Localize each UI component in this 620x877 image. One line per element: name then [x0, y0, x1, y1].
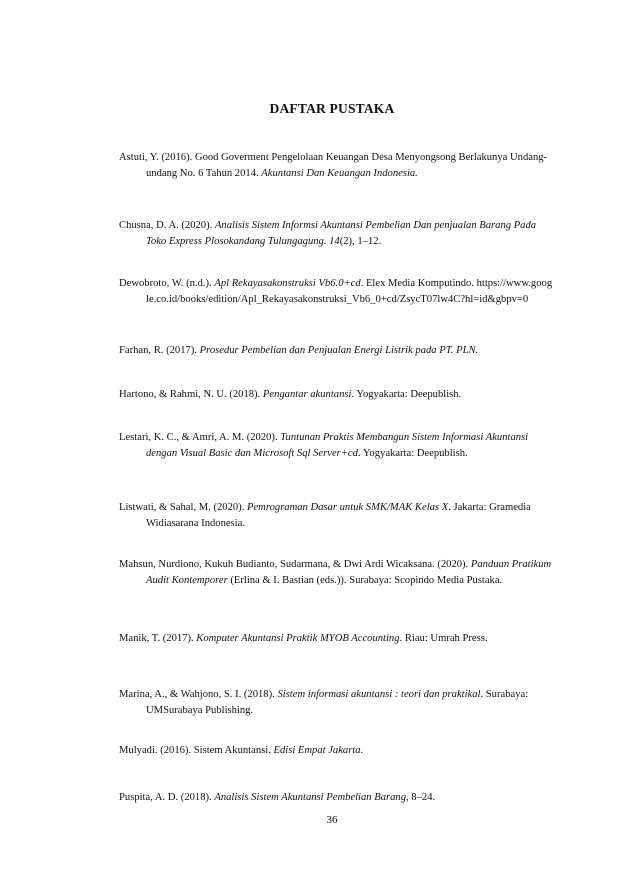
reference-entry — [119, 790, 555, 806]
reference-text: Manik, T. (2017). — [119, 633, 197, 644]
reference-text: Lestari, K. C., & Amri, A. M. (2020). — [119, 432, 281, 443]
reference-text: Chusna, D. A. (2020). — [119, 220, 215, 231]
reference-entry — [119, 557, 555, 588]
reference-title: Analisis Sistem Akuntansi Pembelian Barang — [214, 792, 406, 803]
reference-entry — [119, 430, 555, 461]
page-number: 36 — [326, 814, 338, 826]
reference-title: Sistem informasi akuntansi : teori dan praktikal — [277, 689, 481, 700]
reference-text: (2), 1–12. — [339, 235, 382, 247]
reference-text: Dewobroto, W. (n.d.). — [119, 278, 215, 289]
reference-text: . Yogyakarta: Deepublish. — [351, 389, 462, 400]
reference-title: Pemrograman Dasar untuk SMK/MAK Kelas X — [247, 502, 449, 513]
reference-text: Astuti, Y. (2016). Good Goverment Pengelolaan Keuangan Desa Menyongsong Berlakunya Undang-undang No. 6 Tahun 2014. — [119, 152, 548, 179]
reference-title: Tuntunan Praktis Membangun Sistem Informasi Akuntansi dengan Visual Basic dan Microsoft Sql Server+cd — [146, 432, 529, 459]
page-title: DAFTAR PUSTAKA — [269, 101, 395, 116]
reference-text: , 8–24. — [406, 792, 436, 803]
reference-text: . Jakarta: Gramedia Widiasarana Indonesia. — [146, 502, 531, 529]
reference-title: Edisi Empat Jakarta. — [273, 745, 364, 756]
reference-entry — [119, 150, 555, 181]
reference-text: . Surabaya: UMSurabaya Publishing. — [146, 689, 529, 716]
reference-entry — [119, 500, 555, 531]
reference-text: Hartono, & Rahmi, N. U. (2018). — [119, 389, 263, 400]
reference-text: Puspita, A. D. (2018). — [119, 792, 215, 803]
reference-entry — [119, 631, 555, 647]
reference-title: Panduan Pratikum Audit Kontemporer — [146, 559, 552, 586]
reference-title: Apl Rekayasakonstruksi Vb6.0+cd — [214, 278, 361, 289]
reference-entry — [119, 276, 555, 307]
reference-entry — [119, 743, 555, 759]
reference-entry — [119, 387, 555, 403]
reference-text: Listwati, & Sahal, M. (2020). — [119, 502, 247, 513]
reference-title: Analisis Sistem Informsi Akuntansi Pembelian Dan penjualan Barang Pada Toko Express Plosokandang Tulungagung. 14 — [146, 220, 537, 247]
reference-title: Prosedur Pembelian dan Penjualan Energi Listrik pada PT. PLN. — [199, 345, 479, 356]
reference-text: . Yogyakarta: Deepublish. — [357, 447, 468, 459]
reference-text: . Elex Media Komputindo. https://www.google.co.id/books/edition/Apl_Rekayasakonstruksi_Vb6_0+cd/ZsycT07lw4C?hl=id&gbpv=0 — [146, 278, 553, 305]
reference-entry — [119, 218, 555, 249]
reference-text: (Erlina & I. Bastian (eds.)). Surabaya: Scopindo Media Pustaka. — [227, 574, 503, 586]
reference-title: Komputer Akuntansi Praktik MYOB Accounting — [196, 633, 400, 644]
reference-entry — [119, 687, 555, 718]
reference-title: Akuntansi Dan Keuangan Indonesia. — [261, 167, 418, 179]
reference-entry — [119, 343, 555, 359]
reference-text: Mulyadi. (2016). Sistem Akuntansi. — [119, 745, 274, 756]
reference-title: Pengantar akuntansi — [262, 389, 352, 400]
reference-text: . Riau: Umrah Press. — [399, 633, 488, 644]
reference-text: Marina, A., & Wahjono, S. I. (2018). — [119, 689, 278, 700]
reference-text: Farhan, R. (2017). — [119, 345, 200, 356]
reference-text: Mahsun, Nurdiono, Kukuh Budianto, Sudarmana, & Dwi Ardi Wicaksana. (2020). — [119, 559, 471, 570]
